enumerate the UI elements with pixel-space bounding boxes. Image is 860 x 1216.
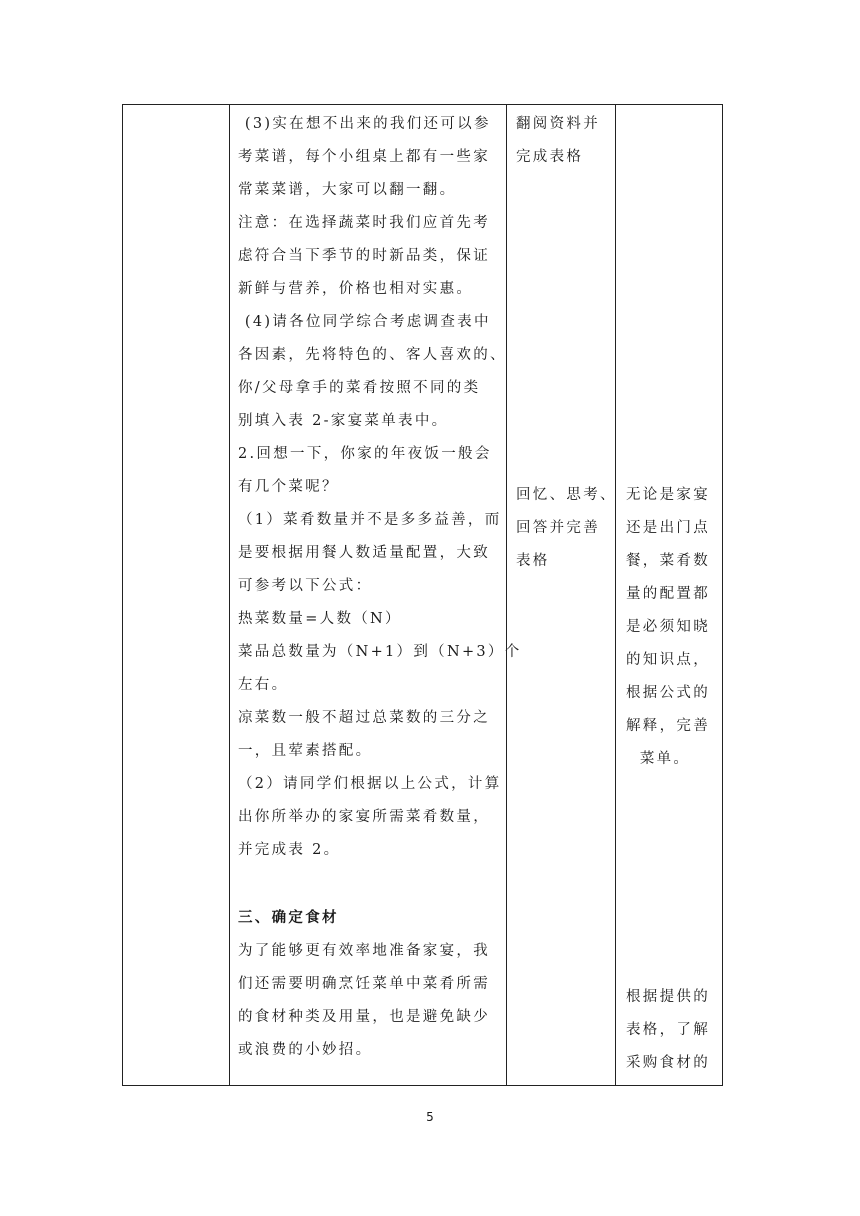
text-line: 各因素，先将特色的、客人喜欢的、 xyxy=(238,347,507,363)
text-line: 注意：在选择蔬菜时我们应首先考 xyxy=(238,215,490,231)
text-line: 根据公式的 xyxy=(626,685,710,701)
text-line: 餐，菜肴数 xyxy=(626,553,710,569)
text-line: 完成表格 xyxy=(516,149,584,165)
design-intent-cell xyxy=(616,105,723,1086)
text-line: 可参考以下公式： xyxy=(238,578,373,594)
text-line: 新鲜与营养，价格也相对实惠。 xyxy=(238,281,474,297)
text-line: 你/父母拿手的菜肴按照不同的类 xyxy=(238,380,481,396)
empty-cell xyxy=(123,105,230,1086)
text-line: 根据提供的 xyxy=(626,989,710,1005)
text-line: 左右。 xyxy=(238,677,289,693)
text-line: 热菜数量=人数（N） xyxy=(238,611,402,627)
text-line: 并完成表 2。 xyxy=(238,842,341,858)
text-line: (4)请各位同学综合考虑调查表中 xyxy=(238,314,491,330)
text-line: 凉菜数一般不超过总菜数的三分之 xyxy=(238,710,490,726)
text-line: （1）菜肴数量并不是多多益善，而 xyxy=(238,512,502,528)
text-line: 采购食材的 xyxy=(626,1055,710,1071)
text-line: 翻阅资料并 xyxy=(516,116,600,132)
text-line: 们还需要明确烹饪菜单中菜肴所需 xyxy=(238,976,490,992)
text-line: 的知识点， xyxy=(626,652,710,668)
text-line: 无论是家宴 xyxy=(626,487,710,503)
teaching-content-cell xyxy=(230,105,522,1086)
text-line: 或浪费的小妙招。 xyxy=(238,1042,373,1058)
text-line: 表格 xyxy=(516,553,550,569)
text-line: 考菜谱，每个小组桌上都有一些家 xyxy=(238,149,490,165)
text-line: 虑符合当下季节的时新品类，保证 xyxy=(238,248,490,264)
page-number: 5 xyxy=(426,1110,434,1124)
text-line: 别填入表 2-家宴菜单表中。 xyxy=(238,413,449,429)
text-line: 回答并完善 xyxy=(516,520,600,536)
text-line: 表格，了解 xyxy=(626,1022,710,1038)
text-line: 为了能够更有效率地准备家宴，我 xyxy=(238,943,490,959)
text-line: 解释，完善 xyxy=(626,718,710,734)
text-line: 还是出门点 xyxy=(626,520,710,536)
text-line: 一，且荤素搭配。 xyxy=(238,743,373,759)
text-line: 是必须知晓 xyxy=(626,619,710,635)
text-line: (3)实在想不出来的我们还可以参 xyxy=(238,116,491,132)
table-row xyxy=(123,105,723,1086)
section-heading: 三、确定食材 xyxy=(238,909,339,926)
text-line: 有几个菜呢？ xyxy=(238,479,339,495)
text-line: 是要根据用餐人数适量配置，大致 xyxy=(238,545,490,561)
text-line: 2.回想一下，你家的年夜饭一般会 xyxy=(238,446,492,462)
text-line: 出你所举办的家宴所需菜肴数量， xyxy=(238,809,490,825)
text-line: 常菜菜谱，大家可以翻一翻。 xyxy=(238,182,457,198)
text-line: 菜品总数量为（N+1）到（N+3）个 xyxy=(238,644,522,660)
lesson-plan-table xyxy=(122,104,723,1086)
text-line: 量的配置都 xyxy=(626,586,710,602)
text-line: 菜单。 xyxy=(626,751,691,767)
text-line: 的食材种类及用量，也是避免缺少 xyxy=(238,1009,490,1025)
text-line: （2）请同学们根据以上公式，计算 xyxy=(238,776,502,792)
text-line: 回忆、思考、 xyxy=(516,487,617,503)
student-activity-cell xyxy=(507,105,616,1086)
